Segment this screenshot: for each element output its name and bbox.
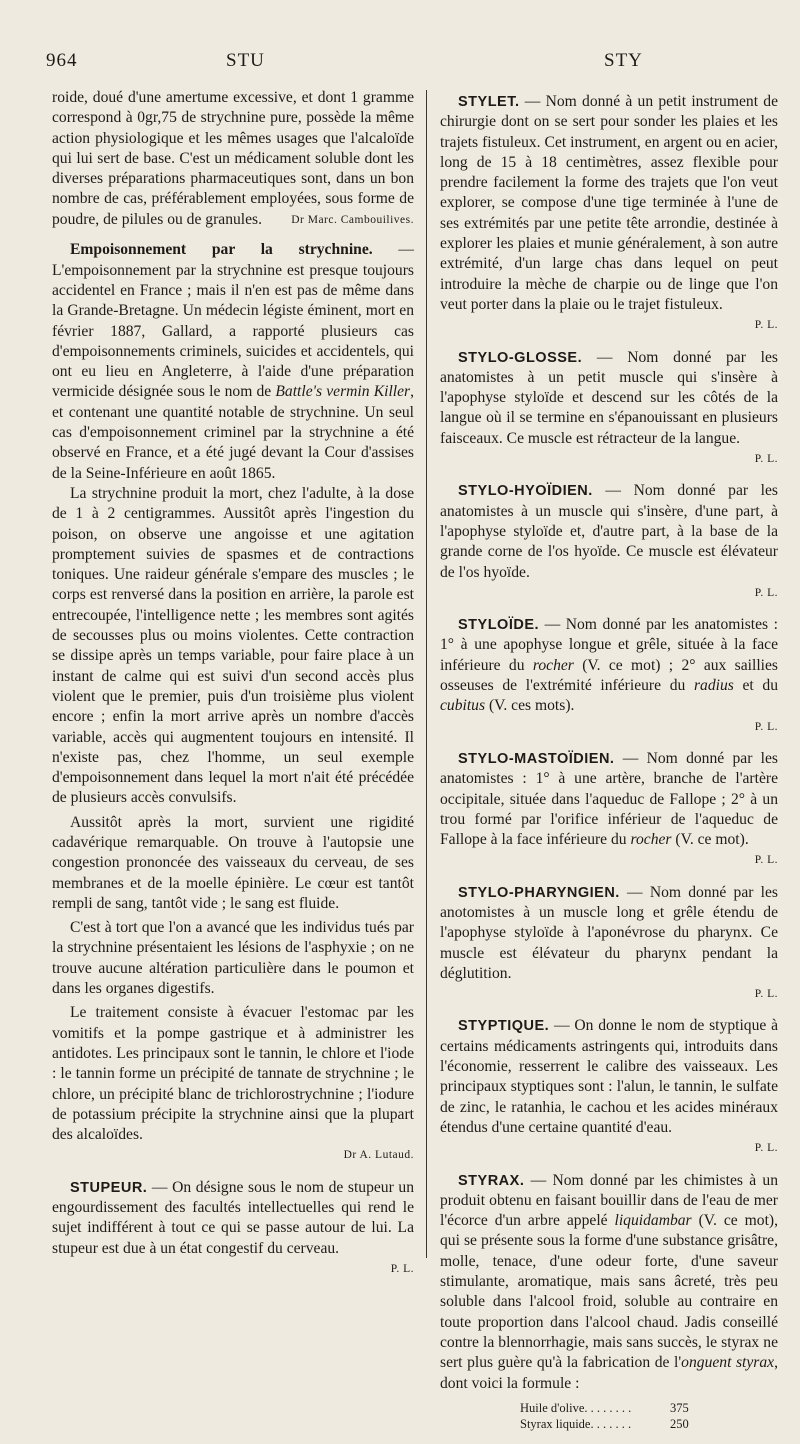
styloide-radius: radius <box>693 677 734 695</box>
entry-styloide <box>440 615 778 737</box>
recipe-ingredient: Styrax liquide. . . . . . . <box>520 1416 632 1431</box>
column-divider <box>426 90 427 1258</box>
stylo-mastoidien-rocher: rocher <box>630 831 672 849</box>
entry-stylet <box>440 92 778 336</box>
headword-stylo-hyoidien: STYLO-HYOÏDIEN. <box>458 483 593 500</box>
headword-stylo-mastoidien: STYLO-MASTOÏDIEN. <box>458 750 615 767</box>
stylo-mastoidien-text-a: — Nom donné par les anatomistes : 1° à une artère, branche de l'artère occipitale, située dans l'aqueduc de Fallope ; 2° à un trou formé par l'orifice inférieur de l'aqueduc de Fallope à la face inférieure du <box>440 749 778 849</box>
styrax-liquidambar: liquidambar <box>614 1212 692 1230</box>
autopsy-paragraph: Aussitôt après la mort, survient une rigidité cadavérique remarquable. On trouve à l'autopsie une congestion prononcée des vaisseaux du cerveau, de ses membranes et de la moelle épinière. Le cœur est tantôt rempli de sang, tantôt vide ; le sang est fluide. <box>52 813 414 912</box>
signature-pl: P. L. <box>754 988 778 1001</box>
left-column <box>52 88 414 1279</box>
strychnine-sulfate-paragraph: roide, doué d'une amertume excessive, et dont 1 gramme correspond à 0gr,75 de strychnine pure, possède la même action physiologique et les mêmes usages que l'alcaloïde qui lui sert de base. C'est un médicament soluble dont les diverses préparations pharmaceutiques sont, dans un bon nombre de cas, préférablement employées, sous forme de poudre, de pilules ou de granules. <box>52 89 414 228</box>
entry-stylo-glosse <box>440 348 778 470</box>
stylo-pharyngien-definition: — Nom donné par les anotomistes à un muscle long et grêle étendu de l'apophyse styloïde à l'aponévrose du pharynx. Ce muscle est élévateur du pharynx pendant la déglutition. <box>440 883 778 982</box>
stupeur-definition: — On désigne sous le nom de stupeur un engourdissement des facultés intellectuelles qui rend le sujet indifférent à tout ce qui se passe autour de lui. La stupeur est due à un état congestif du cerveau. <box>52 1178 414 1257</box>
signature-pl: P. L. <box>390 1262 414 1275</box>
signature-name: Marc. Cambouilives. <box>307 214 414 227</box>
entry-stylo-hyoidien <box>440 481 778 603</box>
entry-stupeur <box>52 1178 414 1259</box>
treatment-paragraph: Le traitement consiste à évacuer l'estomac par les vomitifs et la pompe gastrique et à administrer les antidotes. Les principaux sont le tannin, le chlore et l'iode : le tannin forme un précipité de tannate de strychnine ; le chlore, un précipité blanc de trichlorostrychnine ; l'iodure de potassium précipite la strychnine ainsi que la plupart des alcaloïdes. <box>52 1004 414 1144</box>
stylo-mastoidien-text-b: (V. ce mot). <box>671 831 749 849</box>
signature-pl: P. L. <box>754 453 778 466</box>
headword-styrax: STYRAX. <box>458 1172 525 1189</box>
right-running-head: STY <box>604 50 643 71</box>
poisoning-text-b: , et contenant une quantité notable de strychnine. Un seul cas d'empoisonnement criminel par la strychnine a été observé en France, et a été jugé devant la Cour d'assises de la Seine-Inférieure en août 1865. <box>52 383 415 482</box>
headword-stupeur: STUPEUR. <box>70 1179 148 1196</box>
left-running-head: STU <box>226 50 265 71</box>
styloide-text-d: (V. ces mots). <box>485 697 575 715</box>
stylet-definition: — Nom donné à un petit instrument de chirurgie dont on se sert pour sonder les plaies et les trajets fistuleux. Cet instrument, en argent ou en acier, long de 15 à 18 centimètres, assez flexible pour prendre facilement la forme des trajets que l'on veut explorer, se compose d'une tige terminée à l'une de ses extrémités par une petite tête arrondie, destinée à explorer les plaies et munie généralement, à son autre extrémité, d'un large chas dans lequel on peut introduire la mèche de charpie ou de linge que l'on veut porter dans la plaie ou le trajet fistuleux. <box>440 93 778 313</box>
styptique-definition: — On donne le nom de styptique à certains médicaments astringents qui, introduits dans l'économie, resserrent le calibre des vaisseaux. Les principaux styptiques sont : l'alun, le tannin, le sulfate de zinc, le ratanhia, le cachou et les acides minéraux étendus d'une certaine quantité d'eau. <box>440 1017 778 1136</box>
headword-styptique: STYPTIQUE. <box>458 1018 550 1035</box>
styloide-text-c: et du <box>733 677 778 695</box>
styrax-text-a: — Nom donné par les chimistes à un produit obtenu en faisant bouillir dans de l'eau de mer l'écorce d'un arbre appelé <box>440 1171 778 1230</box>
signature-name: A. Lutaud. <box>359 1149 414 1162</box>
recipe-ingredient: Huile d'olive. . . . . . . . <box>520 1400 632 1415</box>
signature-lutaud <box>52 1145 414 1165</box>
headword-stylet: STYLET. <box>458 94 520 110</box>
signature-pl: P. L. <box>754 1142 778 1155</box>
signature-pl: P. L. <box>754 854 778 867</box>
battles-vermin-killer: Battle's vermin Killer <box>275 383 411 401</box>
symptoms-paragraph: La strychnine produit la mort, chez l'adulte, à la dose de 1 à 2 centigrammes. Aussitôt après l'ingestion du poison, on observe une angoisse et une agitation promptement suivies de spasmes et de contractions toniques. Une raideur générale s'empare des muscles ; le corps est renversé dans la position en arrière, la parole est entrecoupée, l'intelligence nette ; les membres sont agités de secousses plus ou moins violentes. Cette contraction se dissipe après un temps variable, pour faire place à un instant de calme qui est suivi d'un second accès plus violent que le premier, puis d'un troisième plus violent encore ; enfin la mort arrive après un nombre d'accès variable, accès qui augmentent toujours en intensité. Il n'existe pas, chez l'homme, un seul exemple d'empoisonnement dans lequel la mort n'ait été précédée de plusieurs accès convulsifs. <box>52 484 414 807</box>
styloide-text-a: — Nom donné par les anatomistes : 1° à une apophyse longue et grêle, située à la face inférieure du <box>440 616 778 674</box>
stylo-hyoidien-definition: — Nom donné par les anatomistes à un muscle qui s'insère, d'une part, à l'apophyse styloïde et, d'autre part, à la base de la grande corne de l'os hyoïde. Ce muscle est élévateur de l'os hyoïde. <box>440 482 778 581</box>
recipe-quantity: 375 <box>670 1400 689 1415</box>
styloide-cubitus: cubitus <box>440 697 486 715</box>
asphyxia-paragraph: C'est à tort que l'on a avancé que les individus tués par la strychnine présentaient les lésions de l'asphyxie ; on ne trouve aucune altération particulière dans le poumon et dans les organes digestifs. <box>52 919 414 998</box>
recipe-quantity: 250 <box>670 1416 689 1431</box>
styrax-text-b: (V. ce mot), qui se présente sous la forme d'une substance grisâtre, molle, tenace, d'une odeur forte, d'une saveur stimulante, aromatique, mais sans âcreté, très peu soluble dans l'alcool froid, soluble au contraire en toute proportion dans l'alcool chaud. Jadis conseillé contre la blennorrhagie, mais sans succès, le styrax ne sert plus guère qu'à la fabrication de l' <box>440 1212 778 1372</box>
recipe-row <box>520 1416 778 1432</box>
entry-stylo-mastoidien <box>440 749 778 871</box>
entry-stylo-pharyngien <box>440 883 778 1005</box>
signature-prefix: Dr <box>291 214 305 227</box>
signature-pl: P. L. <box>754 586 778 599</box>
signature-prefix: Dr <box>343 1149 357 1162</box>
styloide-text-b: (V. ce mot) ; 2° aux saillies osseuses de l'extrémité inférieure du <box>440 656 778 695</box>
stylo-glosse-definition: — Nom donné par les anatomistes à un petit muscle qui s'insère à l'apophyse styloïde et descend sur les côtés de la langue où il se termine en s'épanouissant en plusieurs faisceaux. Ce muscle est rétracteur de la langue. <box>440 348 778 447</box>
styloide-rocher: rocher <box>532 656 574 674</box>
styrax-recipe <box>520 1400 778 1432</box>
entry-styrax <box>440 1171 778 1432</box>
signature-pl: P. L. <box>754 720 778 733</box>
headword-stylo-glosse: STYLO-GLOSSE. <box>458 349 583 366</box>
styrax-onguent: onguent styrax <box>681 1354 775 1372</box>
recipe-row <box>520 1400 778 1416</box>
headword-styloide: STYLOÏDE. <box>458 617 540 634</box>
poisoning-paragraph <box>52 240 414 484</box>
signature-pl: P. L. <box>754 319 778 332</box>
styrax-text-c: , dont voici la formule : <box>440 1354 779 1392</box>
poisoning-subheading: Empoisonnement par la strychnine. <box>70 241 373 259</box>
poisoning-text-a: — L'empoisonnement par la strychnine est presque toujours accidentel en France ; mais il n'en est pas de même dans la Grande-Bretagne. Un médecin légiste éminent, mort en février 1887, Gallard, a rapporté plusieurs cas d'empoisonnements criminels, suicides et accidentels, qui ont eu lieu en Angleterre, à l'aide d'une préparation vermicide désignée sous le nom de <box>52 241 414 401</box>
entry-styptique <box>440 1016 778 1158</box>
page-number: 964 <box>46 50 78 71</box>
headword-stylo-pharyngien: STYLO-PHARYNGIEN. <box>458 884 620 901</box>
right-column <box>440 92 778 1444</box>
